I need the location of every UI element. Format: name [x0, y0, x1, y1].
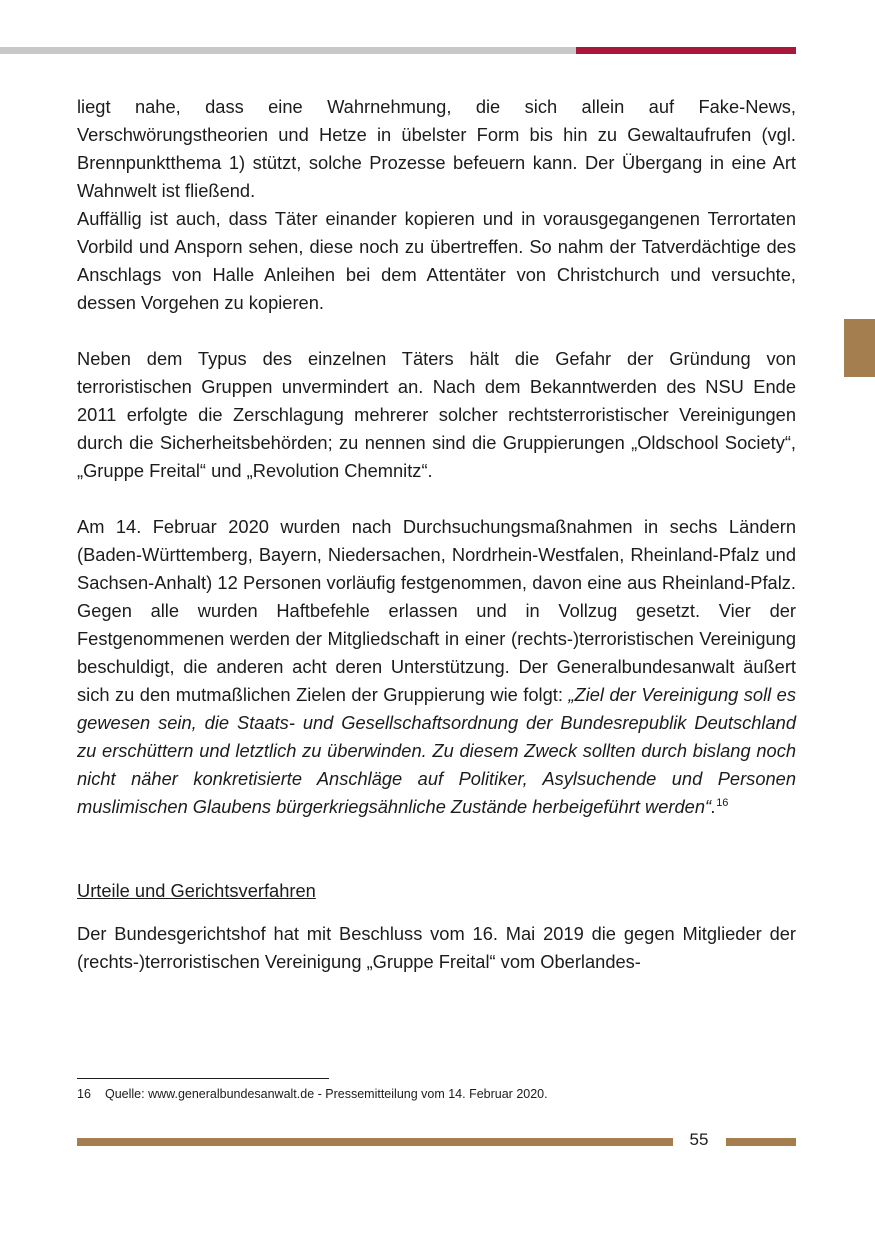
- page-number: 55: [689, 1130, 709, 1149]
- footer-rule-right: [726, 1138, 796, 1146]
- page-body: [77, 93, 796, 976]
- footnote-reference[interactable]: 16: [716, 796, 729, 809]
- footnote-text: Quelle: www.generalbundesanwalt.de - Pressemitteilung vom 14. Februar 2020.: [105, 1087, 548, 1101]
- paragraph-1: liegt nahe, dass eine Wahrnehmung, die sich allein auf Fake-News, Verschwörungstheorien und Hetze in übelster Form bis hin zu Gewaltaufrufen (vgl. Brennpunktthema 1) stützt, solche Prozesse befeuern kann. Der Übergang in eine Art Wahnwelt ist fließend.: [77, 96, 796, 201]
- footnote-rule: [77, 1078, 329, 1079]
- paragraph-4: [77, 513, 796, 821]
- chapter-side-tab: [844, 319, 875, 377]
- paragraph-5: Der Bundesgerichtshof hat mit Beschluss vom 16. Mai 2019 die gegen Mitglieder der (rechts-)terroristischen Vereinigung „Gruppe Freital“ vom Oberlandes-: [77, 923, 796, 972]
- section-heading: Urteile und Gerichtsverfahren: [77, 880, 316, 901]
- footnote-number: 16: [77, 1087, 91, 1101]
- paragraph-4-intro: Am 14. Februar 2020 wurden nach Durchsuchungsmaßnahmen in sechs Ländern (Baden-Württemberg, Bayern, Niedersachen, Nordrhein-Westfalen, Rheinland-Pfalz und Sachsen-Anhalt) 12 Personen vorläufig festgenommen, davon eine aus Rheinland-Pfalz. Gegen alle wurden Haftbefehle erlassen und in Vollzug gesetzt. Vier der Festgenommenen werden der Mitgliedschaft in einer (rechts-)terroristischen Vereinigung beschuldigt, die anderen acht deren Unterstützung. Der Generalbundesanwalt äußert sich zu den mutmaßlichen Zielen der Gruppierung wie folgt:: [77, 516, 796, 705]
- prosecutor-quote: „Ziel der Vereinigung soll es gewesen sein, die Staats- und Gesellschaftsordnung der Bundesrepublik Deutschland zu erschüttern und letztlich zu überwinden. Zu diesem Zweck sollten durch bislang noch nicht näher konkretisierte Anschläge auf Politiker, Asylsuchende und Personen muslimischen Glaubens bürgerkriegsähnliche Zustände herbeigeführt werden“.: [77, 684, 796, 817]
- footnote: [77, 1086, 796, 1102]
- header-rule-accent: [576, 47, 796, 54]
- paragraph-3: Neben dem Typus des einzelnen Täters hält die Gefahr der Gründung von terroristischen Gruppen unvermindert an. Nach dem Bekanntwerden des NSU Ende 2011 erfolgte die Zerschlagung mehrerer solcher rechtsterroristischer Vereinigungen durch die Sicherheitsbehörden; zu nennen sind die Gruppierungen „Oldschool Society“, „Gruppe Freital“ und „Revolution Chemnitz“.: [77, 348, 796, 481]
- header-rule-grey: [0, 47, 576, 54]
- paragraph-2: Auffällig ist auch, dass Täter einander kopieren und in vorausgegangenen Terrortaten Vorbild und Ansporn sehen, diese noch zu übertreffen. So nahm der Tatverdächtige des Anschlags von Halle Anleihen bei dem Attentäter von Christchurch und versuchte, dessen Vorgehen zu kopieren.: [77, 208, 796, 313]
- footer-rule-left: [77, 1138, 673, 1146]
